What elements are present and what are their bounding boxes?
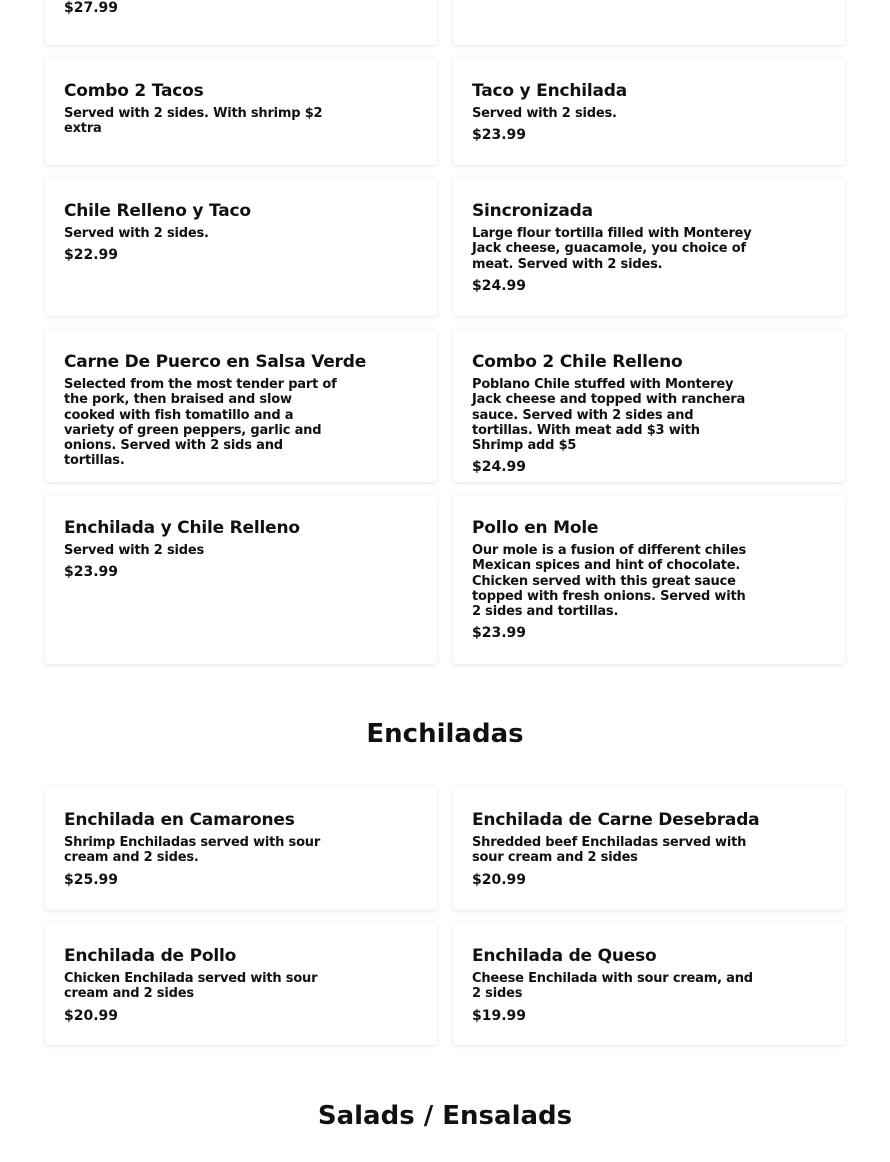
menu-item-card[interactable]	[45, 923, 437, 1045]
menu-item-card[interactable]	[45, 0, 437, 45]
menu-item-price: $27.99	[64, 0, 119, 16]
menu-item-description: Poblano Chile stuffed with Monterey Jack cheese and topped with ranchera sauce. Served with 2 sides and tortillas. With meat add $3 with Shrimp add $5	[472, 377, 746, 454]
menu-item-price: $24.99	[472, 459, 527, 476]
menu-item-card[interactable]	[453, 787, 845, 910]
menu-item-price: $20.99	[64, 1007, 119, 1024]
menu-item-name: Enchilada en Camarones	[64, 810, 295, 830]
menu-item-description: Cheese Enchilada with sour cream, and 2 sides	[472, 971, 753, 1002]
menu-item-price: $23.99	[64, 564, 119, 581]
menu-item-price: $22.99	[64, 247, 119, 264]
menu-item-description: Large flour tortilla filled with Monterey Jack cheese, guacamole, you choice of meat. Served with 2 sides.	[472, 226, 752, 272]
menu-item-description: Chicken Enchilada served with sour cream and 2 sides	[64, 971, 318, 1002]
menu-item-name: Combo 2 Chile Relleno	[472, 352, 683, 372]
menu-item-card[interactable]	[453, 923, 845, 1045]
menu-item-description: Our mole is a fusion of different chiles Mexican spices and hint of chocolate. Chicken served with this great sauce topped with fresh onions. Served with 2 sides and tortillas.	[472, 543, 747, 620]
menu-item-card[interactable]	[45, 58, 437, 165]
menu-item-description: Served with 2 sides.	[472, 106, 617, 121]
menu-item-card[interactable]	[45, 329, 437, 482]
menu-item-card[interactable]	[45, 178, 437, 316]
section-heading-enchiladas: Enchiladas	[366, 719, 524, 749]
menu-item-name: Pollo en Mole	[472, 518, 599, 538]
menu-item-name: Enchilada de Pollo	[64, 946, 237, 966]
menu-item-description: Served with 2 sides. With shrimp $2 extra	[64, 106, 323, 137]
menu-item-price: $25.99	[64, 871, 119, 888]
menu-item-price: $24.99	[472, 277, 527, 294]
menu-item-name: Carne De Puerco en Salsa Verde	[64, 352, 367, 372]
menu-item-price: $19.99	[472, 1007, 527, 1024]
menu-item-name: Enchilada de Carne Desebrada	[472, 810, 760, 830]
menu-item-name: Taco y Enchilada	[472, 81, 628, 101]
menu-item-card[interactable]	[45, 495, 437, 664]
menu-item-description: Shrimp Enchiladas served with sour cream and 2 sides.	[64, 835, 321, 866]
menu-item-description: Served with 2 sides.	[64, 226, 209, 241]
menu-item-description: Selected from the most tender part of the pork, then braised and slow cooked with fish tomatillo and a variety of green peppers, garlic and onions. Served with 2 sids and tortillas.	[64, 377, 337, 469]
menu-item-name: Enchilada de Queso	[472, 946, 657, 966]
menu-item-name: Enchilada y Chile Relleno	[64, 518, 300, 538]
menu-item-price: $23.99	[472, 127, 527, 144]
menu-item-card[interactable]	[453, 0, 845, 45]
menu-item-name: Chile Relleno y Taco	[64, 201, 251, 221]
menu-item-card[interactable]	[453, 329, 845, 482]
menu-item-description: Served with 2 sides	[64, 543, 204, 558]
section-heading-salads: Salads / Ensalads	[317, 1101, 573, 1131]
menu-item-name: Combo 2 Tacos	[64, 81, 204, 101]
menu-item-price: $20.99	[472, 871, 527, 888]
menu-item-card[interactable]	[453, 178, 845, 316]
menu-item-card[interactable]	[45, 787, 437, 910]
menu-item-description: Shredded beef Enchiladas served with sour cream and 2 sides	[472, 835, 747, 866]
menu-item-card[interactable]	[453, 58, 845, 165]
menu-item-price: $23.99	[472, 625, 527, 642]
menu-item-card[interactable]	[453, 495, 845, 664]
menu-item-name: Sincronizada	[472, 201, 593, 221]
